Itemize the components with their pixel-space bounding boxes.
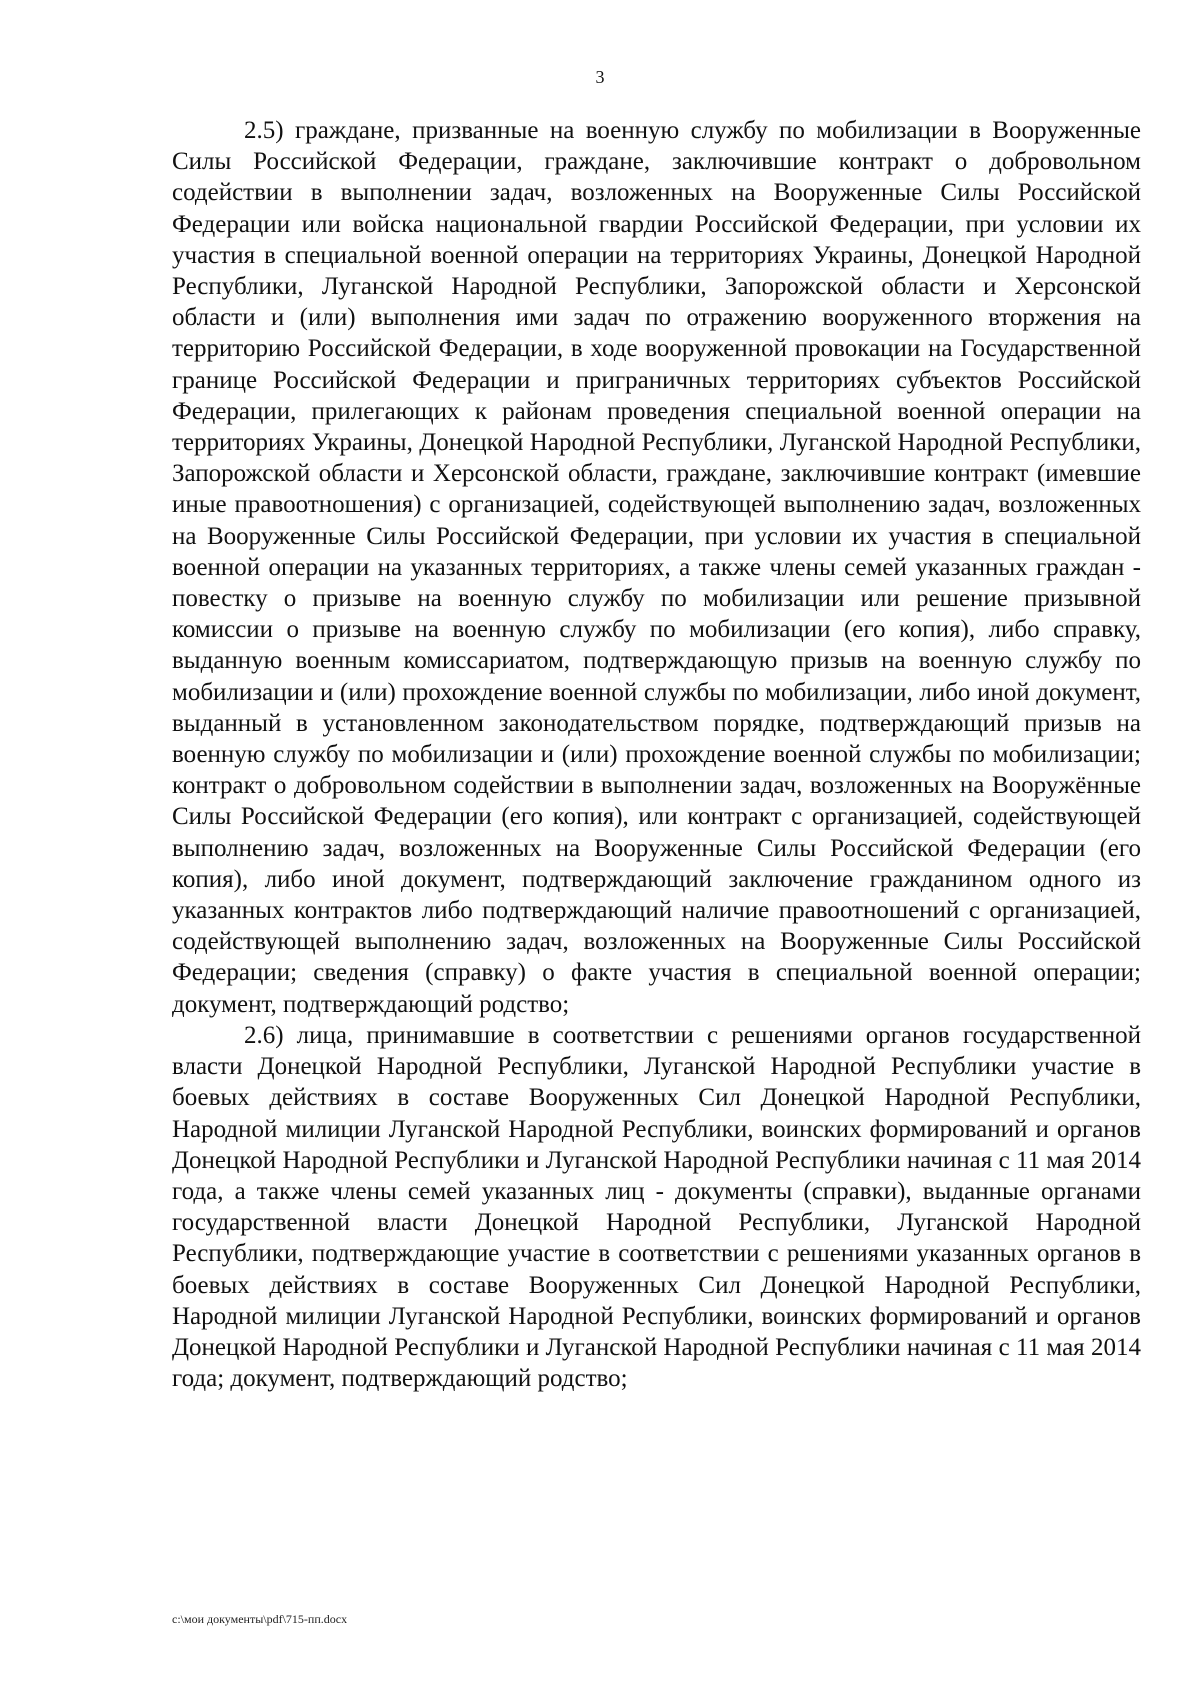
footer-file-path: c:\мои документы\pdf\715-пп.docx (172, 1612, 348, 1626)
page-number: 3 (595, 67, 605, 87)
paragraph-2-6: 2.6) лица, принимавшие в соответствии с решениями органов государственной власти Донецкой Народной Республики, Луганской Народной Республики участие в боевых действиях в составе Вооруженных Сил Донецкой Народной Республики, Народной милиции Луганской Народной Республики, воинских формирований и органов Донецкой Народной Республики и Луганской Народной Республики начиная с 11 мая 2014 года, а также члены семей указанных лиц - документы (справки), выданные органами государственной власти Донецкой Народной Республики, Луганской Народной Республики, подтверждающие участие в соответствии с решениями указанных органов в боевых действиях в составе Вооруженных Сил Донецкой Народной Республики, Народной милиции Луганской Народной Республики, воинских формирований и органов Донецкой Народной Республики и Луганской Народной Республики начиная с 11 мая 2014 года; документ, подтверждающий родство; (172, 1021, 1141, 1393)
paragraph-2-5: 2.5) граждане, призванные на военную службу по мобилизации в Вооруженные Силы Российской Федерации, граждане, заключившие контракт о добровольном содействии в выполнении задач, возложенных на Вооруженные Силы Российской Федерации или войска национальной гвардии Российской Федерации, при условии их участия в специальной военной операции на территориях Украины, Донецкой Народной Республики, Луганской Народной Республики, Запорожской области и Херсонской области и (или) выполнения ими задач по отражению вооруженного вторжения на территорию Российской Федерации, в ходе вооруженной провокации на Государственной границе Российской Федерации и приграничных территориях субъектов Российской Федерации, прилегающих к районам проведения специальной военной операции на территориях Украины, Донецкой Народной Республики, Луганской Народной Республики, Запорожской области и Херсонской области, граждане, заключившие контракт (имевшие иные правоотношения) с организацией, содействующей выполнению задач, возложенных на Вооруженные Силы Российской Федерации, при условии их участия в специальной военной операции на указанных территориях, а также члены семей указанных граждан - повестку о призыве на военную службу по мобилизации или решение призывной комиссии о призыве на военную службу по мобилизации (его копия), либо справку, выданную военным комиссариатом, подтверждающую призыв на военную службу по мобилизации и (или) прохождение военной службы по мобилизации, либо иной документ, выданный в установленном законодательством порядке, подтверждающий призыв на военную службу по мобилизации и (или) прохождение военной службы по мобилизации; контракт о добровольном содействии в выполнении задач, возложенных на Вооружённые Силы Российской Федерации (его копия), или контракт с организацией, содействующей выполнению задач, возложенных на Вооруженные Силы Российской Федерации (его копия), либо иной документ, подтверждающий заключение гражданином одного из указанных контрактов либо подтверждающий наличие правоотношений с организацией, содействующей выполнению задач, возложенных на Вооруженные Силы Российской Федерации; сведения (справку) о факте участия в специальной военной операции; документ, подтверждающий родство; (172, 117, 1141, 1018)
document-body (172, 115, 1141, 1394)
